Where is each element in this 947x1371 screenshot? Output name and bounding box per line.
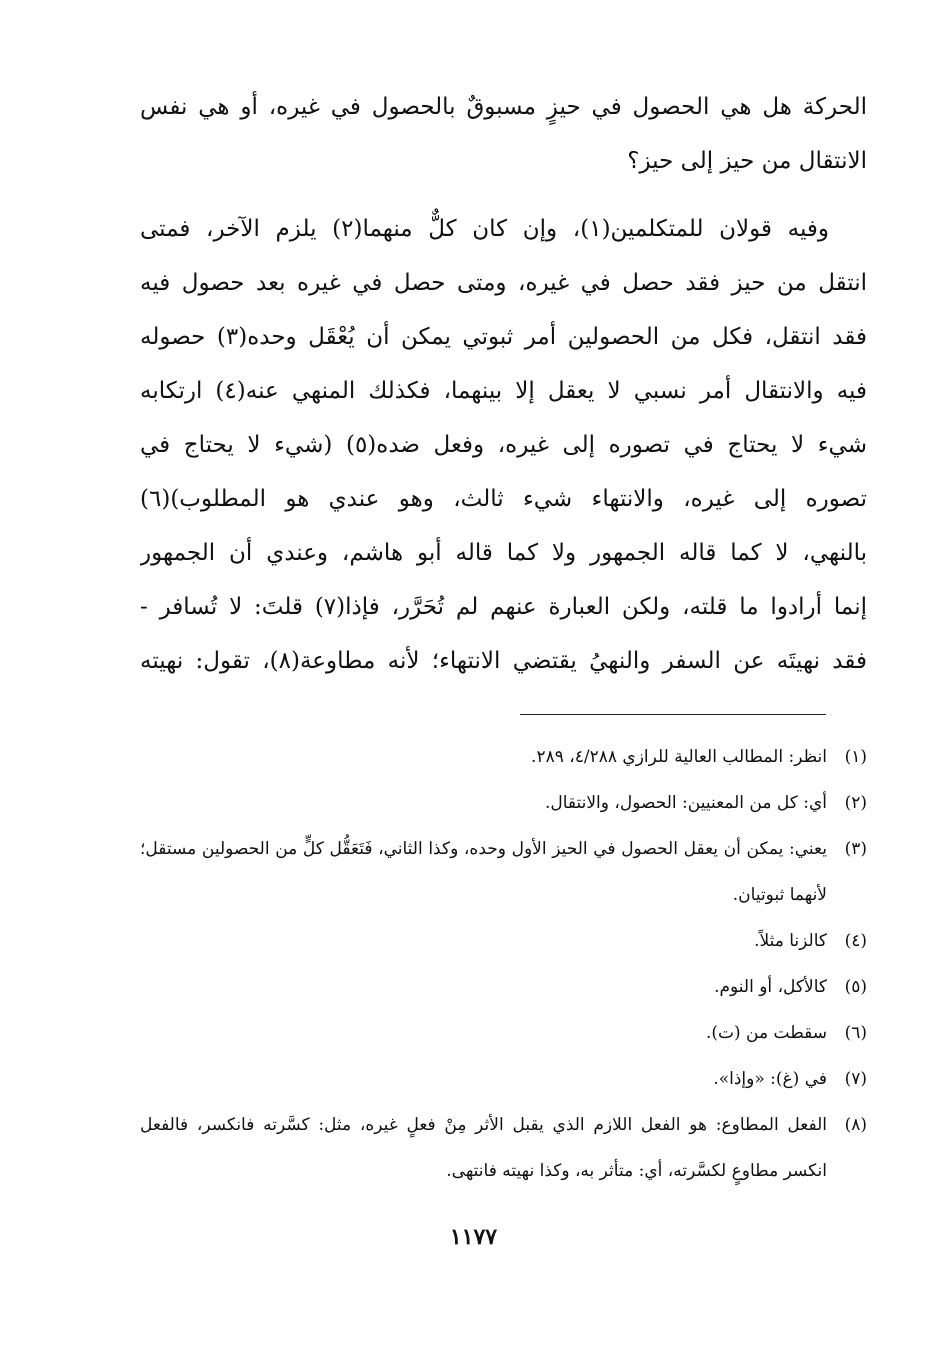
footnote-number: (٣) bbox=[844, 839, 867, 859]
footnote-text: كالزنا مثلاً. bbox=[754, 931, 827, 951]
footnote-item bbox=[140, 1010, 867, 1056]
text-line: فقد نهيتَه عن السفر والنهيُ يقتضي الانتهاء؛ لأنه مطاوعة(٨)، تقول: نهيته bbox=[140, 648, 867, 674]
footnotes bbox=[140, 734, 867, 1194]
footnote-text: الفعل المطاوع: هو الفعل اللازم الذي يقبل الأثر مِنْ فعلٍ غيره، مثل: كسَّرته فانكسر، فالفعل انكسر مطاوعٍ لكسَّرته، أي: متأثر به، وكذا نهيته فانتهى. bbox=[140, 1115, 827, 1181]
text-line: إنما أرادوا ما قلته، ولكن العبارة عنهم لم تُحَرَّر، فإذا(٧) قلتَ: لا تُسافر - bbox=[140, 594, 867, 620]
footnote-item bbox=[140, 780, 867, 826]
footnote-number: (٦) bbox=[844, 1023, 867, 1043]
footnote-text: كالأكل، أو النوم. bbox=[714, 977, 827, 997]
text-line: وفيه قولان للمتكلمين(١)، وإن كان كلٌّ منهما(٢) يلزم الآخر، فمتى bbox=[140, 216, 830, 242]
footnote-number: (٤) bbox=[844, 931, 867, 951]
footnote-item bbox=[140, 734, 867, 780]
footnote-text: في (غ): «وإذا». bbox=[713, 1069, 827, 1089]
main-text bbox=[140, 80, 867, 688]
text-line: شيء لا يحتاج في تصوره إلى غيره، وفعل ضده(٥) (شيء لا يحتاج في bbox=[140, 432, 867, 458]
text-line: الانتقال من حيز إلى حيز؟ bbox=[627, 148, 867, 174]
footnote-text: أي: كل من المعنيين: الحصول، والانتقال. bbox=[544, 793, 827, 813]
text-line: انتقل من حيز فقد حصل في غيره، ومتى حصل في غيره بعد حصول فيه bbox=[140, 270, 867, 296]
footnote-item bbox=[140, 826, 867, 918]
footnote-item bbox=[140, 918, 867, 964]
footnote-item bbox=[140, 964, 867, 1010]
paragraph-gap bbox=[140, 188, 867, 202]
footnote-divider bbox=[520, 714, 826, 715]
footnote-number: (٧) bbox=[844, 1069, 867, 1089]
footnote-number: (٢) bbox=[844, 793, 867, 813]
footnote-text: يعني: يمكن أن يعقل الحصول في الحيز الأول وحده، وكذا الثاني، فَتَعَقُّل كلٍّ من الحصولين مستقل؛ لأنهما ثبوتيان. bbox=[140, 839, 827, 905]
page-number: ١١٧٧ bbox=[449, 1224, 498, 1250]
text-line: تصوره إلى غيره، والانتهاء شيء ثالث، وهو عندي هو المطلوب)(٦) bbox=[140, 486, 867, 512]
text-line: فقد انتقل، فكل من الحصولين أمر ثبوتي يمكن أن يُعْقَل وحده(٣) حصوله bbox=[140, 324, 867, 350]
footnote-number: (٥) bbox=[844, 977, 867, 997]
text-line: بالنهي، لا كما قاله الجمهور ولا كما قاله أبو هاشم، وعندي أن الجمهور bbox=[140, 540, 867, 566]
text-line: فيه والانتقال أمر نسبي لا يعقل إلا بينهما، فكذلك المنهي عنه(٤) ارتكابه bbox=[140, 378, 867, 404]
footnote-item bbox=[140, 1102, 867, 1194]
footnote-text: انظر: المطالب العالية للرازي ٤/٢٨٨، ٢٨٩. bbox=[531, 747, 827, 767]
footnote-number: (٨) bbox=[844, 1115, 867, 1135]
footnote-text: سقطت من (ت). bbox=[705, 1023, 827, 1043]
footnote-number: (١) bbox=[844, 747, 867, 767]
footnote-item bbox=[140, 1056, 867, 1102]
text-line: الحركة هل هي الحصول في حيزٍ مسبوقٌ بالحصول في غيره، أو هي نفس bbox=[140, 94, 867, 120]
